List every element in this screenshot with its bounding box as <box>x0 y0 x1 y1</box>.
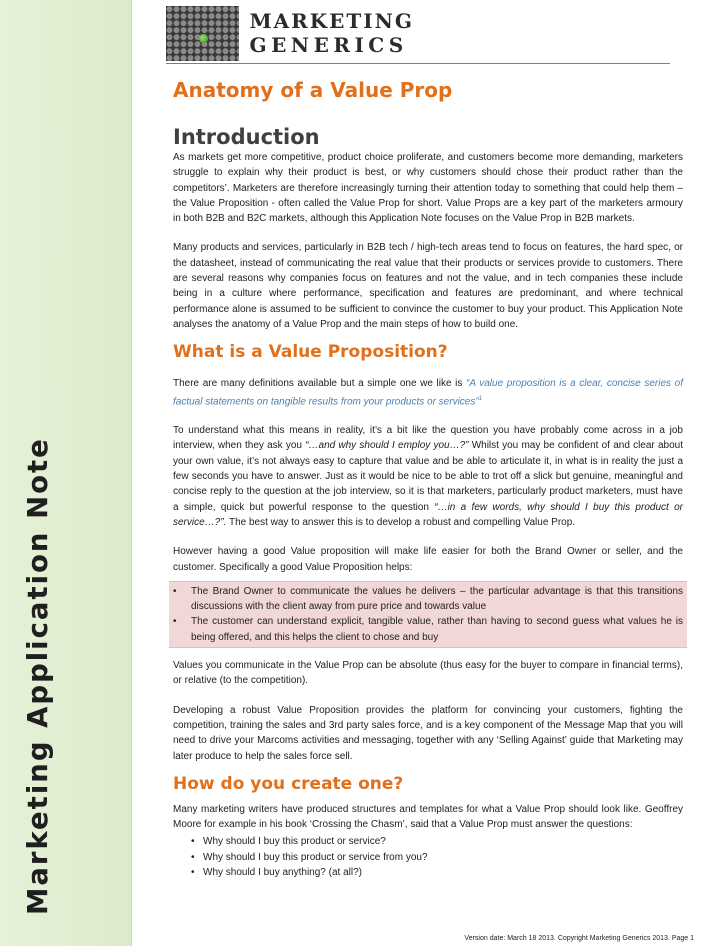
logo-text <box>249 9 414 57</box>
logo-image <box>166 6 239 61</box>
interview-text-1: To understand what this means in reality, it’s a bit like the question you have probably come across in a job interview, when they ask you <box>173 425 683 452</box>
list-item <box>191 865 683 880</box>
header-divider <box>166 63 670 64</box>
highlight-text-2: The customer can understand explicit, tangible value, rather than having to second guess what values he is being offered, and this helps the client to chose and buy <box>191 616 683 643</box>
bullet-icon: • <box>173 585 177 597</box>
introduction-heading: Introduction <box>173 125 320 149</box>
list-item <box>173 614 683 645</box>
question-1: Why should I buy this product or service? <box>203 836 386 848</box>
sidebar-title: Marketing Application Note <box>22 437 54 915</box>
create-heading: How do you create one? <box>173 773 404 794</box>
questions-list <box>191 834 683 880</box>
highlight-text-1: The Brand Owner to communicate the values he delivers – the particular advantage is that this transitions discussions with the client away from pure price and towards value <box>191 585 683 613</box>
intro-paragraph-1: As markets get more competitive, product choice proliferate, and customers become more demanding, marketers struggle to explain why their product is best, or why customers should chose their product rather than the competitors’. Marketers are therefore increasingly turning their attention today to something that could help them – the Value Proposition - often called the Value Prop for short. Value Props are a key part of the marketers armoury in both B2B and B2C markets, although this Application Note focuses on the Value Prop in B2B markets. <box>173 152 683 225</box>
question-2: Why should I buy this product or service from you? <box>203 851 428 863</box>
sidebar <box>0 0 132 946</box>
definition-lead: There are many definitions available but a simple one we like is <box>173 378 466 390</box>
interview-paragraph <box>173 423 683 530</box>
interview-text-2: Whilst you may be confident of and clear about your own value, it’s not always easy to capture that value and be able to articulate it, in what is in reality the just a few seconds you have to answer. Just as it would be nice to be able to trot off a slick but genuine, meaningful and concise reply to the question at the job interview, so it is that marketers, particularly product marketers, must have a simple, quick but powerful response to the question <box>173 440 683 513</box>
list-item <box>173 584 683 615</box>
interview-quote-2: “…in a few words, why should I buy this product or service…?”. <box>173 501 683 528</box>
company-logo <box>166 5 414 61</box>
logo-line-2: GENERICS <box>249 33 408 57</box>
question-3: Why should I buy anything? (at all?) <box>203 867 362 879</box>
bullet-icon: • <box>191 851 195 863</box>
create-paragraph: Many marketing writers have produced structures and templates for what a Value Prop should look like. Geoffrey Moore for example in his book ‘Crossing the Chasm’, said that a Value Prop must answer the questions: <box>173 803 683 831</box>
developing-paragraph: Developing a robust Value Proposition provides the platform for convincing your customers, fighting the competition, training the sales and 3rd party sales force, and is a key component of the Message Map that you will need to drive your Marcoms activities and messaging, together with any ‘Selling Against’ guide that Marketing may later produce to help the sales force sell. <box>173 704 683 762</box>
list-item <box>191 850 683 865</box>
definition-quote: “A value proposition is a clear, concise series of factual statements on tangible results from your products or services” <box>173 378 683 407</box>
interview-quote-1: “…and why should I employ you…?” <box>305 440 469 452</box>
footnote-marker: 1 <box>478 395 483 402</box>
highlight-box <box>169 581 687 648</box>
page-footer: Version date: March 18 2013. Copyright Marketing Generics 2013. Page 1 <box>464 935 694 942</box>
document-body <box>173 70 683 880</box>
interview-text-3: The best way to answer this is to develop a robust and compelling Value Prop. <box>226 516 576 528</box>
values-paragraph: Values you communicate in the Value Prop can be absolute (thus easy for the buyer to compare in financial terms), or relative (to the competition). <box>173 660 683 687</box>
list-item <box>191 834 683 849</box>
logo-line-1: MARKETING <box>249 9 414 33</box>
what-is-heading: What is a Value Proposition? <box>173 342 448 363</box>
bullet-icon: • <box>173 616 177 628</box>
green-ball-icon <box>199 34 208 43</box>
definition-paragraph <box>173 376 683 409</box>
document-title: Anatomy of a Value Prop <box>173 78 453 102</box>
helps-paragraph: However having a good Value proposition will make life easier for both the Brand Owner or seller, and the customer. Specifically a good Value Proposition helps: <box>173 546 683 573</box>
intro-paragraph-2: Many products and services, particularly in B2B tech / high-tech areas tend to focus on features, the hard spec, or the datasheet, instead of communicating the real value that their products or services provide to customers. There are several reasons why companies focus on features and not the value, and in tech companies these include being in a culture where performance, specification and features are predominant, and where technical performance alone is assumed to be sufficient to convince the customer to buy your product. This Application Note analyses the anatomy of a Value Prop and the main steps of how to build one. <box>173 242 683 330</box>
bullet-icon: • <box>191 836 195 848</box>
bullet-icon: • <box>191 867 195 879</box>
